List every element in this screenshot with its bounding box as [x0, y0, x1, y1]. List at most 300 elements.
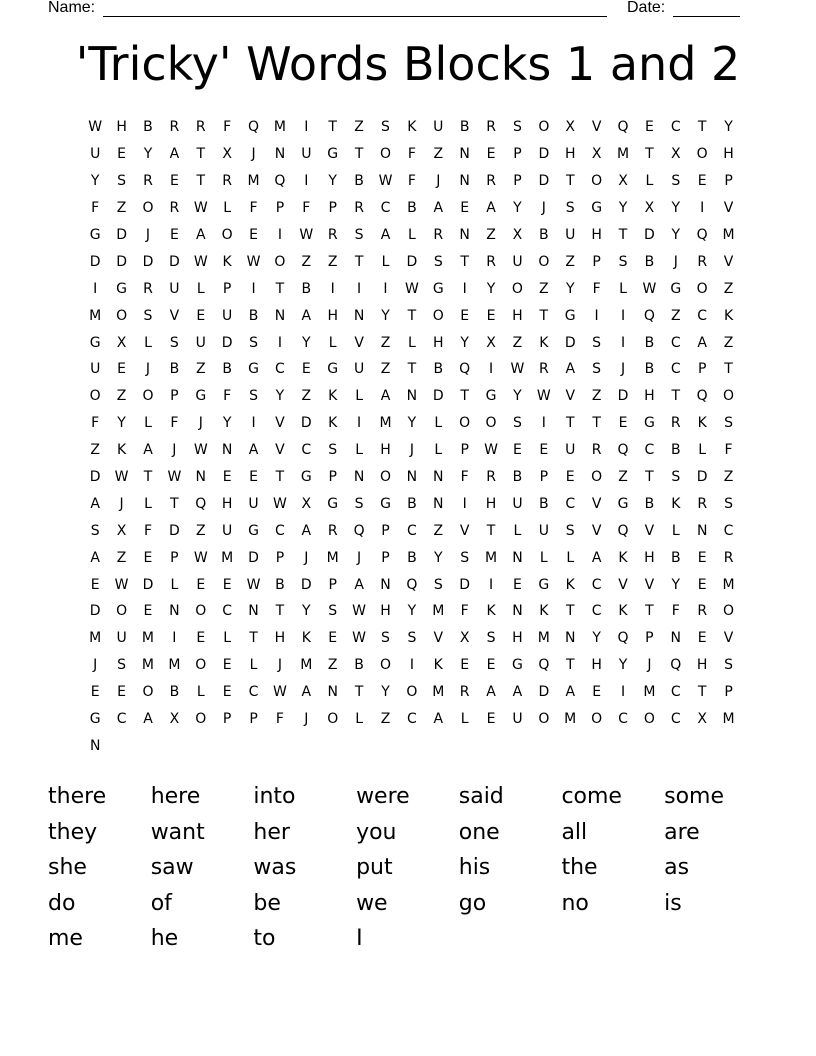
grid-letter[interactable]: Z [301, 253, 312, 270]
grid-letter[interactable]: T [697, 684, 707, 701]
grid-letter[interactable]: M [300, 657, 313, 674]
grid-letter[interactable]: L [381, 253, 390, 270]
grid-letter[interactable]: W [299, 227, 314, 243]
grid-letter[interactable]: J [172, 442, 177, 459]
grid-letter[interactable]: W [352, 603, 367, 620]
grid-letter[interactable]: B [354, 173, 364, 190]
grid-letter[interactable]: Q [617, 119, 629, 136]
grid-letter[interactable]: X [644, 200, 655, 217]
grid-letter[interactable]: D [142, 253, 154, 270]
grid-letter[interactable]: D [168, 522, 180, 539]
grid-letter[interactable]: W [378, 173, 393, 190]
grid-letter[interactable]: O [116, 307, 128, 324]
grid-letter[interactable]: W [114, 576, 129, 593]
grid-letter[interactable]: C [301, 442, 312, 459]
grid-letter[interactable]: I [93, 280, 98, 297]
grid-letter[interactable]: O [221, 227, 233, 243]
grid-letter[interactable]: G [300, 469, 312, 486]
grid-letter[interactable]: K [565, 576, 575, 593]
grid-letter[interactable]: G [195, 388, 207, 405]
grid-letter[interactable]: C [644, 442, 655, 459]
grid-letter[interactable]: L [645, 173, 654, 190]
grid-letter[interactable]: M [89, 307, 102, 324]
grid-letter[interactable]: P [275, 200, 285, 217]
grid-letter[interactable]: P [592, 253, 601, 270]
grid-letter[interactable]: K [671, 495, 681, 512]
grid-letter[interactable]: N [380, 576, 391, 593]
grid-letter[interactable]: G [564, 307, 576, 324]
grid-letter[interactable]: N [459, 227, 470, 243]
grid-letter[interactable]: Y [90, 173, 100, 190]
grid-letter[interactable]: T [275, 469, 285, 486]
grid-letter[interactable]: D [116, 227, 127, 243]
grid-letter[interactable]: L [566, 549, 575, 566]
grid-letter[interactable]: W [114, 469, 129, 486]
grid-letter[interactable]: X [116, 334, 127, 351]
grid-letter[interactable]: I [541, 415, 546, 432]
grid-letter[interactable]: J [541, 200, 546, 217]
grid-letter[interactable]: C [380, 200, 391, 217]
grid-letter[interactable]: W [352, 630, 367, 647]
grid-letter[interactable]: S [671, 173, 681, 190]
grid-letter[interactable]: J [304, 549, 309, 566]
grid-letter[interactable]: E [460, 307, 470, 324]
grid-letter[interactable]: S [565, 200, 575, 217]
grid-letter[interactable]: U [90, 361, 101, 378]
grid-letter[interactable]: I [304, 173, 309, 190]
grid-letter[interactable]: O [195, 711, 207, 728]
grid-letter[interactable]: S [117, 657, 127, 674]
grid-letter[interactable]: H [723, 146, 734, 163]
grid-letter[interactable]: Z [618, 469, 628, 486]
grid-letter[interactable]: N [406, 469, 418, 486]
grid-letter[interactable]: Y [618, 657, 628, 674]
grid-letter[interactable]: N [670, 630, 682, 647]
grid-letter[interactable]: B [644, 361, 655, 378]
grid-letter[interactable]: L [513, 522, 522, 539]
grid-letter[interactable]: M [326, 549, 339, 566]
grid-letter[interactable]: G [248, 522, 259, 539]
grid-letter[interactable]: L [328, 334, 337, 351]
grid-letter[interactable]: S [381, 119, 390, 136]
grid-letter[interactable]: S [117, 173, 127, 190]
grid-letter[interactable]: E [196, 576, 206, 593]
grid-letter[interactable]: O [459, 415, 471, 432]
grid-letter[interactable]: F [407, 173, 416, 190]
grid-letter[interactable]: E [196, 630, 206, 647]
grid-letter[interactable]: I [488, 361, 494, 378]
grid-letter[interactable]: Z [433, 522, 444, 539]
grid-letter[interactable]: B [459, 119, 470, 136]
grid-letter[interactable]: N [169, 603, 180, 620]
grid-letter[interactable]: E [592, 684, 602, 701]
grid-letter[interactable]: T [407, 307, 417, 324]
grid-letter[interactable]: X [486, 334, 496, 351]
grid-letter[interactable]: L [460, 711, 469, 728]
grid-letter[interactable]: D [617, 388, 629, 405]
grid-letter[interactable]: L [407, 227, 416, 243]
grid-letter[interactable]: L [196, 280, 205, 297]
grid-letter[interactable]: J [409, 442, 414, 459]
grid-letter[interactable]: I [620, 307, 626, 324]
grid-letter[interactable]: W [193, 549, 208, 566]
grid-letter[interactable]: E [697, 630, 707, 647]
grid-letter[interactable]: H [433, 334, 444, 351]
grid-letter[interactable]: Y [275, 388, 285, 405]
grid-letter[interactable]: T [724, 361, 733, 378]
grid-letter[interactable]: E [486, 711, 496, 728]
grid-letter[interactable]: M [141, 630, 155, 647]
grid-letter[interactable]: P [328, 469, 337, 486]
grid-letter[interactable]: M [616, 146, 630, 163]
grid-letter[interactable]: Z [433, 146, 444, 163]
grid-letter[interactable]: O [723, 603, 735, 620]
grid-letter[interactable]: T [565, 657, 575, 674]
grid-letter[interactable]: B [670, 442, 681, 459]
grid-letter[interactable]: U [90, 146, 101, 163]
grid-letter[interactable]: V [723, 253, 734, 270]
grid-letter[interactable]: O [591, 711, 603, 728]
grid-letter[interactable]: G [538, 576, 550, 593]
grid-letter[interactable]: Y [671, 576, 681, 593]
grid-letter[interactable]: V [565, 388, 576, 405]
grid-letter[interactable]: M [722, 576, 735, 593]
grid-letter[interactable]: I [251, 280, 256, 297]
grid-letter[interactable]: K [697, 415, 707, 432]
grid-letter[interactable]: E [222, 684, 232, 701]
grid-letter[interactable]: U [512, 253, 523, 270]
grid-letter[interactable]: A [301, 307, 312, 324]
grid-letter[interactable]: Z [195, 522, 206, 539]
grid-letter[interactable]: C [565, 495, 576, 512]
grid-letter[interactable]: C [670, 334, 681, 351]
grid-letter[interactable]: U [116, 630, 127, 647]
grid-letter[interactable]: G [327, 361, 339, 378]
grid-letter[interactable]: M [221, 549, 234, 566]
grid-letter[interactable]: R [697, 603, 708, 620]
grid-letter[interactable]: B [169, 684, 180, 701]
grid-letter[interactable]: E [539, 442, 549, 459]
grid-letter[interactable]: T [354, 684, 364, 701]
grid-letter[interactable]: Y [513, 200, 522, 217]
grid-letter[interactable]: E [117, 361, 127, 378]
grid-letter[interactable]: L [355, 442, 363, 459]
grid-letter[interactable]: O [511, 280, 523, 297]
grid-letter[interactable]: U [433, 119, 444, 136]
grid-letter[interactable]: O [195, 657, 207, 674]
grid-letter[interactable]: L [434, 442, 443, 459]
grid-letter[interactable]: A [433, 200, 444, 217]
grid-letter[interactable]: T [618, 227, 628, 243]
grid-letter[interactable]: G [89, 227, 101, 243]
grid-letter[interactable]: P [249, 711, 258, 728]
grid-letter[interactable]: G [116, 280, 128, 297]
grid-letter[interactable]: G [248, 361, 259, 378]
grid-letter[interactable]: Y [222, 415, 232, 432]
grid-letter[interactable]: W [510, 361, 525, 378]
grid-letter[interactable]: O [538, 253, 550, 270]
grid-letter[interactable]: L [144, 415, 152, 432]
grid-letter[interactable]: R [670, 415, 681, 432]
grid-letter[interactable]: Z [591, 388, 602, 405]
grid-letter[interactable]: A [565, 684, 576, 701]
grid-letter[interactable]: N [433, 495, 444, 512]
grid-letter[interactable]: R [486, 469, 496, 486]
grid-letter[interactable]: Y [143, 146, 153, 163]
grid-letter[interactable]: H [644, 388, 655, 405]
grid-letter[interactable]: J [93, 657, 98, 674]
grid-letter[interactable]: K [539, 603, 549, 620]
grid-letter[interactable]: C [670, 361, 681, 378]
grid-letter[interactable]: B [143, 119, 153, 136]
grid-letter[interactable]: D [300, 576, 312, 593]
grid-letter[interactable]: C [670, 711, 681, 728]
grid-letter[interactable]: Z [380, 361, 391, 378]
grid-letter[interactable]: Y [117, 415, 126, 432]
grid-letter[interactable]: E [169, 227, 179, 243]
grid-letter[interactable]: K [116, 442, 127, 459]
grid-letter[interactable]: E [117, 146, 127, 163]
grid-letter[interactable]: A [380, 227, 391, 243]
grid-letter[interactable]: O [432, 307, 444, 324]
grid-letter[interactable]: B [644, 253, 655, 270]
grid-letter[interactable]: H [591, 657, 602, 674]
grid-letter[interactable]: S [90, 522, 100, 539]
grid-letter[interactable]: E [697, 549, 707, 566]
grid-letter[interactable]: Z [723, 334, 734, 351]
grid-letter[interactable]: S [328, 442, 338, 459]
grid-letter[interactable]: Z [116, 549, 127, 566]
grid-letter[interactable]: M [432, 684, 445, 701]
grid-letter[interactable]: A [90, 495, 100, 512]
grid-letter[interactable]: E [486, 307, 496, 324]
grid-letter[interactable]: T [249, 630, 258, 647]
grid-letter[interactable]: L [196, 684, 205, 701]
grid-letter[interactable]: O [327, 711, 339, 728]
grid-letter[interactable]: W [88, 119, 103, 136]
grid-letter[interactable]: B [407, 495, 417, 512]
date-field[interactable] [673, 16, 740, 17]
grid-letter[interactable]: W [167, 469, 182, 486]
grid-letter[interactable]: U [538, 522, 549, 539]
grid-letter[interactable]: H [274, 630, 286, 647]
grid-letter[interactable]: T [671, 388, 681, 405]
grid-letter[interactable]: B [301, 280, 312, 297]
grid-letter[interactable]: Y [381, 684, 390, 701]
grid-letter[interactable]: K [328, 388, 338, 405]
grid-letter[interactable]: Y [433, 549, 443, 566]
grid-letter[interactable]: Q [670, 657, 682, 674]
grid-letter[interactable]: X [116, 522, 127, 539]
grid-letter[interactable]: R [354, 200, 364, 217]
grid-letter[interactable]: R [143, 280, 153, 297]
grid-letter[interactable]: L [698, 442, 707, 459]
grid-letter[interactable]: N [512, 549, 523, 566]
grid-letter[interactable]: U [301, 146, 312, 163]
grid-letter[interactable]: O [379, 469, 391, 486]
grid-letter[interactable]: J [620, 361, 626, 378]
grid-letter[interactable]: V [591, 522, 602, 539]
grid-letter[interactable]: G [432, 280, 444, 297]
grid-letter[interactable]: M [432, 603, 445, 620]
grid-letter[interactable]: N [433, 469, 444, 486]
grid-letter[interactable]: F [275, 711, 284, 728]
grid-letter[interactable]: B [644, 334, 655, 351]
grid-letter[interactable]: R [697, 253, 708, 270]
grid-letter[interactable]: F [91, 415, 100, 432]
grid-letter[interactable]: G [617, 495, 629, 512]
grid-letter[interactable]: Q [643, 307, 655, 324]
grid-letter[interactable]: O [538, 119, 550, 136]
grid-letter[interactable]: J [119, 495, 124, 512]
grid-letter[interactable]: Y [724, 119, 733, 136]
grid-letter[interactable]: O [406, 684, 418, 701]
grid-letter[interactable]: H [564, 146, 576, 163]
grid-letter[interactable]: R [327, 227, 338, 243]
grid-letter[interactable]: Z [327, 253, 338, 270]
grid-letter[interactable]: U [512, 495, 523, 512]
grid-letter[interactable]: S [565, 522, 575, 539]
grid-letter[interactable]: O [591, 173, 603, 190]
grid-letter[interactable]: V [433, 630, 444, 647]
grid-letter[interactable]: T [486, 522, 496, 539]
grid-letter[interactable]: C [406, 522, 417, 539]
grid-letter[interactable]: F [249, 200, 258, 217]
grid-letter[interactable]: R [433, 227, 444, 243]
grid-letter[interactable]: V [723, 200, 734, 217]
grid-letter[interactable]: D [300, 415, 312, 432]
grid-letter[interactable]: J [277, 657, 282, 674]
grid-letter[interactable]: H [221, 495, 233, 512]
grid-letter[interactable]: D [89, 253, 101, 270]
grid-letter[interactable]: D [538, 684, 550, 701]
grid-letter[interactable]: G [380, 495, 391, 512]
grid-letter[interactable]: R [723, 549, 734, 566]
grid-letter[interactable]: Z [565, 253, 576, 270]
grid-letter[interactable]: G [327, 495, 339, 512]
grid-letter[interactable]: E [644, 119, 654, 136]
grid-letter[interactable]: N [459, 146, 470, 163]
grid-letter[interactable]: W [193, 442, 208, 459]
grid-letter[interactable]: T [275, 603, 285, 620]
grid-letter[interactable]: E [143, 549, 153, 566]
grid-letter[interactable]: C [591, 603, 602, 620]
grid-letter[interactable]: R [697, 495, 708, 512]
grid-letter[interactable]: N [459, 173, 470, 190]
grid-letter[interactable]: U [353, 361, 365, 378]
grid-letter[interactable]: W [642, 280, 657, 297]
grid-letter[interactable]: B [248, 307, 259, 324]
grid-letter[interactable]: M [564, 711, 577, 728]
grid-letter[interactable]: I [383, 280, 388, 297]
grid-letter[interactable]: Q [459, 361, 471, 378]
grid-letter[interactable]: L [619, 280, 627, 297]
grid-letter[interactable]: A [169, 146, 180, 163]
grid-letter[interactable]: E [222, 657, 232, 674]
grid-letter[interactable]: M [273, 119, 286, 136]
grid-letter[interactable]: N [512, 603, 523, 620]
grid-letter[interactable]: P [539, 469, 549, 486]
grid-letter[interactable]: R [486, 119, 496, 136]
grid-letter[interactable]: G [591, 200, 603, 217]
grid-letter[interactable]: G [89, 711, 101, 728]
grid-letter[interactable]: O [379, 657, 391, 674]
grid-letter[interactable]: X [565, 119, 576, 136]
grid-letter[interactable]: L [407, 334, 416, 351]
grid-letter[interactable]: C [697, 307, 708, 324]
grid-letter[interactable]: X [459, 630, 470, 647]
grid-letter[interactable]: B [539, 227, 549, 243]
grid-letter[interactable]: E [486, 146, 496, 163]
grid-letter[interactable]: U [195, 334, 206, 351]
grid-letter[interactable]: A [697, 334, 707, 351]
grid-letter[interactable]: T [275, 280, 285, 297]
grid-letter[interactable]: Y [302, 334, 311, 351]
grid-letter[interactable]: E [697, 173, 707, 190]
grid-letter[interactable]: E [90, 576, 100, 593]
grid-letter[interactable]: Q [696, 388, 708, 405]
grid-letter[interactable]: L [170, 576, 179, 593]
grid-letter[interactable]: J [673, 253, 678, 270]
grid-letter[interactable]: R [169, 119, 180, 136]
grid-letter[interactable]: S [433, 253, 443, 270]
grid-letter[interactable]: N [353, 307, 365, 324]
grid-letter[interactable]: O [643, 711, 655, 728]
grid-letter[interactable]: Z [486, 227, 496, 243]
grid-letter[interactable]: P [328, 200, 337, 217]
grid-letter[interactable]: E [169, 173, 179, 190]
grid-letter[interactable]: V [591, 119, 602, 136]
grid-letter[interactable]: X [301, 495, 312, 512]
grid-letter[interactable]: H [116, 119, 127, 136]
grid-letter[interactable]: V [591, 495, 602, 512]
grid-letter[interactable]: I [488, 576, 494, 593]
grid-letter[interactable]: L [249, 657, 258, 674]
grid-letter[interactable]: W [193, 253, 208, 270]
grid-letter[interactable]: C [222, 603, 233, 620]
grid-letter[interactable]: B [222, 361, 232, 378]
grid-letter[interactable]: V [354, 334, 364, 351]
grid-letter[interactable]: Z [327, 657, 338, 674]
grid-letter[interactable]: V [275, 442, 285, 459]
grid-letter[interactable]: R [486, 253, 496, 270]
grid-letter[interactable]: F [724, 442, 733, 459]
grid-letter[interactable]: T [565, 173, 575, 190]
grid-letter[interactable]: T [645, 603, 654, 620]
grid-letter[interactable]: Z [116, 388, 127, 405]
grid-letter[interactable]: P [222, 711, 232, 728]
grid-letter[interactable]: O [379, 146, 391, 163]
grid-letter[interactable]: E [222, 576, 232, 593]
grid-letter[interactable]: S [460, 549, 470, 566]
grid-letter[interactable]: O [696, 280, 708, 297]
grid-letter[interactable]: T [354, 146, 364, 163]
grid-letter[interactable]: E [196, 307, 206, 324]
grid-letter[interactable]: O [89, 388, 101, 405]
grid-letter[interactable]: P [381, 549, 390, 566]
grid-letter[interactable]: Z [90, 442, 100, 459]
grid-letter[interactable]: Y [618, 200, 628, 217]
grid-letter[interactable]: B [433, 361, 444, 378]
grid-letter[interactable]: R [459, 684, 470, 701]
grid-letter[interactable]: H [644, 549, 655, 566]
grid-letter[interactable]: A [565, 361, 576, 378]
grid-letter[interactable]: V [275, 415, 285, 432]
grid-letter[interactable]: Y [381, 307, 390, 324]
grid-letter[interactable]: L [223, 630, 232, 647]
grid-letter[interactable]: N [89, 737, 101, 754]
grid-letter[interactable]: F [460, 603, 469, 620]
